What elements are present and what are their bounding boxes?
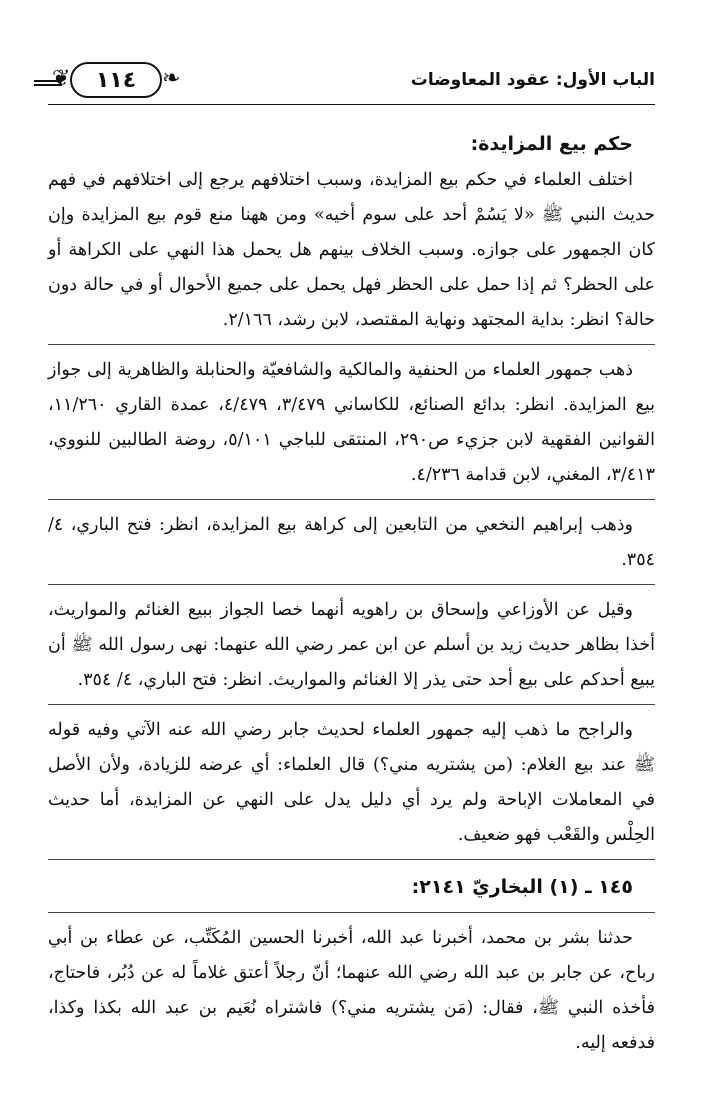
page-number: ١١٤ — [70, 62, 162, 98]
ornament-left-icon: ❦ — [52, 66, 71, 91]
page-header — [48, 58, 655, 102]
section-heading: حكم بيع المزايدة: — [470, 133, 633, 155]
paragraph-4: وقيل عن الأوزاعي وإسحاق بن راهويه أنهما خصا الجواز ببيع الغنائم والمواريث، أخذا بظاهر حديث زيد بن أسلم عن ابن عمر رضي الله عنهما: نهى رسول الله ﷺ أن يبيع أحدكم على بيع أحد حتى يذر إلا الغنائم والمواريث. انظر: فتح الباري، ٤/ ٣٥٤. — [48, 600, 655, 690]
paragraph-2: ذهب جمهور العلماء من الحنفية والمالكية والشافعيّة والحنابلة والظاهرية إلى جواز بيع المزايدة. انظر: بدائع الصنائع، للكاساني ٣/٤٧٩، ٤/٤٧٩، عمدة القاري ١١/٢٦٠، القوانين الفقهية لابن جزيء ص٢٩٠، المنتقى للباجي ٥/١٠١، روضة الطالبين للنووي، ٣/٤١٣، المغني، لابن قدامة ٤/٢٣٦. — [48, 360, 656, 485]
paragraph-separator — [48, 584, 655, 585]
paragraph-separator — [48, 344, 655, 345]
hadith-heading: ١٤٥ ـ (١) البخاريّ ٢١٤١: — [411, 876, 633, 898]
chapter-title: الباب الأول: عقود المعاوضات — [410, 70, 655, 90]
paragraph-separator — [48, 912, 655, 913]
page-content — [48, 125, 655, 1061]
paragraph-separator — [48, 704, 655, 705]
header-divider — [48, 104, 655, 105]
paragraph-1: اختلف العلماء في حكم بيع المزايدة، وسبب اختلافهم يرجع إلى اختلافهم في فهم حديث النبي ﷺ «لا يَسُمْ أحد على سوم أخيه» ومن ههنا منع قوم بيع المزايدة وإن كان الجمهور على جوازه. وسبب الخلاف بينهم هل يحمل هذا النهي على الكراهة أو على الحظر؟ ثم إذا حمل على الحظر فهل يحمل على جميع الأحوال أو في حالة دون حالة؟ انظر: بداية المجتهد ونهاية المقتصد، لابن رشد، ٢/١٦٦. — [48, 170, 655, 330]
hadith-text: حدثنا بشر بن محمد، أخبرنا عبد الله، أخبرنا الحسين المُكَتِّب، عن عطاء بن أبي رباح، عن جابر بن عبد الله رضي الله عنهما؛ أنّ رجلاً أعتق غلاماً له عن دُبُر، فاحتاج، فأخذه النبي ﷺ، فقال: (مَن يشتريه مني؟) فاشتراه نُعَيم بن عبد الله بكذا وكذا، فدفعه إليه. — [48, 928, 655, 1053]
paragraph-separator — [48, 499, 655, 500]
paragraph-5: والراجح ما ذهب إليه جمهور العلماء لحديث جابر رضي الله عنه الآتي وفيه قوله ﷺ عند بيع الغلام: (من يشتريه مني؟) قال العلماء: أي عرضه للزيادة، ولأن الأصل في المعاملات الإباحة ولم يرد أي دليل يدل على النهي عن المزايدة، أما حديث الحِلْس والقَعْب فهو ضعيف. — [48, 720, 655, 845]
paragraph-separator — [48, 859, 655, 860]
paragraph-3: وذهب إبراهيم النخعي من التابعين إلى كراهة بيع المزايدة، انظر: فتح الباري، ٤/ ٣٥٤. — [48, 515, 655, 570]
ornament-right-icon: ❧ — [162, 66, 181, 91]
